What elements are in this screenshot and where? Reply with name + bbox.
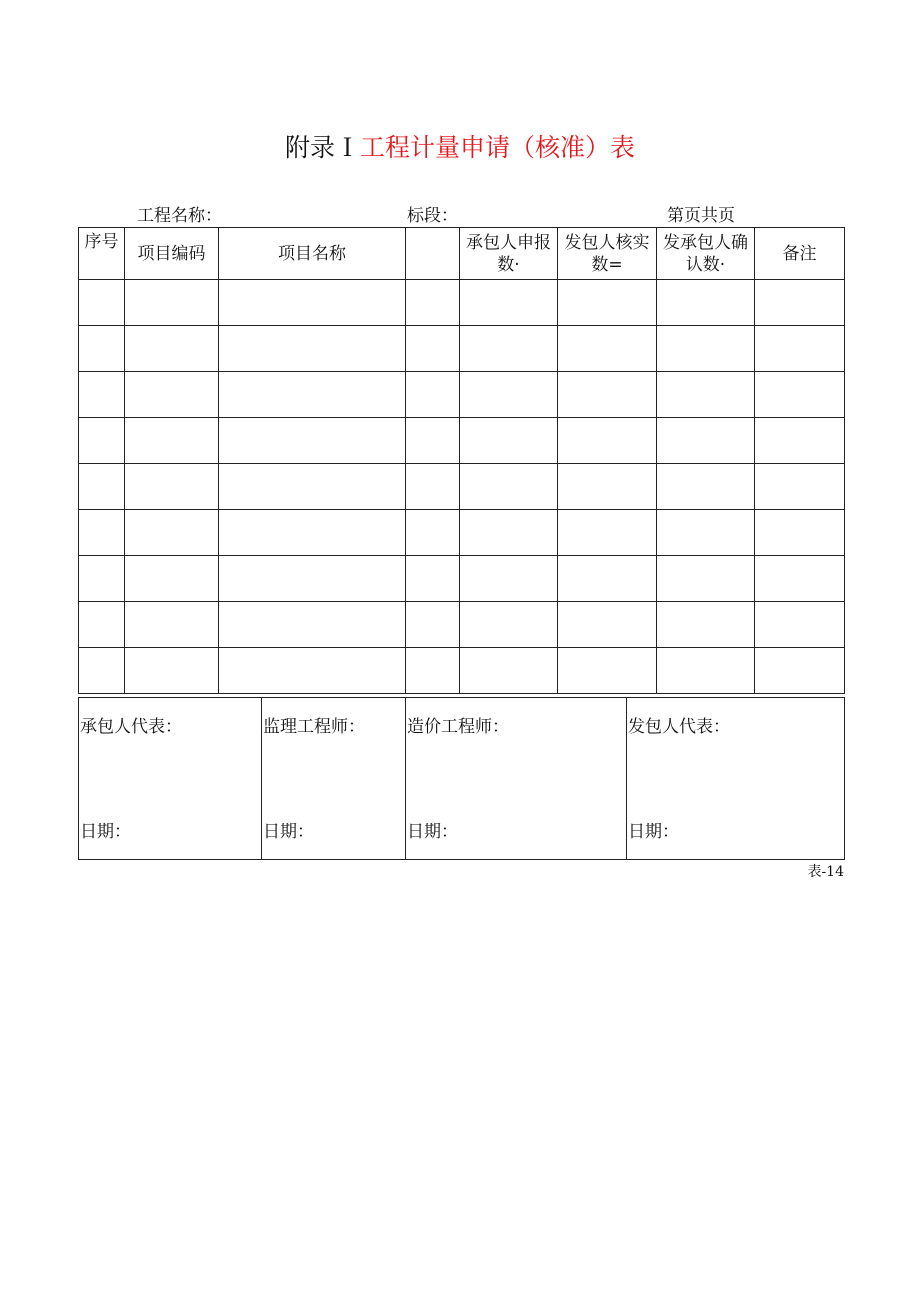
cell-confirmed[interactable] xyxy=(657,372,755,418)
employer-rep-label: 发包人代表： xyxy=(628,717,730,737)
cell-remarks[interactable] xyxy=(755,510,845,556)
cell-seq[interactable] xyxy=(79,280,125,326)
cell-employer-verify[interactable] xyxy=(558,602,657,648)
cost-engineer-label: 造价工程师： xyxy=(407,717,509,737)
header-item-code: 项目编码 xyxy=(125,228,219,280)
cell-item-name[interactable] xyxy=(219,556,406,602)
date-label: 日期： xyxy=(628,822,679,842)
header-contractor-claim-line1: 承包人申报 xyxy=(466,232,551,253)
header-contractor-claim-line2: 数· xyxy=(497,254,520,275)
cell-employer-verify[interactable] xyxy=(558,648,657,694)
contractor-rep-cell[interactable] xyxy=(79,698,262,860)
cell-contractor-claim[interactable] xyxy=(460,280,558,326)
cell-item-code[interactable] xyxy=(125,648,219,694)
cell-seq[interactable] xyxy=(79,602,125,648)
cell-remarks[interactable] xyxy=(755,556,845,602)
cell-item-code[interactable] xyxy=(125,372,219,418)
cell-seq[interactable] xyxy=(79,648,125,694)
table-row xyxy=(79,418,845,464)
cell-confirmed[interactable] xyxy=(657,326,755,372)
cell-item-code[interactable] xyxy=(125,326,219,372)
cell-contractor-claim[interactable] xyxy=(460,602,558,648)
cell-employer-verify[interactable] xyxy=(558,280,657,326)
cell-item-name[interactable] xyxy=(219,280,406,326)
cell-item-code[interactable] xyxy=(125,556,219,602)
table-row xyxy=(79,648,845,694)
cell-seq[interactable] xyxy=(79,326,125,372)
measurement-table xyxy=(78,227,845,694)
cell-contractor-claim[interactable] xyxy=(460,556,558,602)
cell-employer-verify[interactable] xyxy=(558,326,657,372)
page-label: 第页共页 xyxy=(667,206,735,226)
table-row xyxy=(79,280,845,326)
cell-seq[interactable] xyxy=(79,556,125,602)
cell-contractor-claim[interactable] xyxy=(460,648,558,694)
form-code: 表-14 xyxy=(807,864,844,880)
header-employer-verify xyxy=(558,228,657,280)
cell-contractor-claim[interactable] xyxy=(460,464,558,510)
header-remarks: 备注 xyxy=(755,228,845,280)
contractor-rep-label: 承包人代表： xyxy=(80,717,182,737)
header-confirmed xyxy=(657,228,755,280)
cell-remarks[interactable] xyxy=(755,326,845,372)
date-label: 日期： xyxy=(80,822,131,842)
table-row xyxy=(79,326,845,372)
cell-unit[interactable] xyxy=(406,648,460,694)
cell-confirmed[interactable] xyxy=(657,464,755,510)
cell-confirmed[interactable] xyxy=(657,602,755,648)
cell-item-name[interactable] xyxy=(219,648,406,694)
cell-contractor-claim[interactable] xyxy=(460,510,558,556)
table-row xyxy=(79,464,845,510)
cell-item-name[interactable] xyxy=(219,326,406,372)
project-name-label: 工程名称： xyxy=(137,206,222,226)
cell-seq[interactable] xyxy=(79,510,125,556)
cell-employer-verify[interactable] xyxy=(558,372,657,418)
cell-confirmed[interactable] xyxy=(657,648,755,694)
cell-item-code[interactable] xyxy=(125,464,219,510)
cell-unit[interactable] xyxy=(406,326,460,372)
section-label: 标段： xyxy=(407,206,458,226)
cell-seq[interactable] xyxy=(79,464,125,510)
header-confirmed-line2: 认数· xyxy=(685,254,726,275)
date-label: 日期： xyxy=(263,822,314,842)
cell-item-name[interactable] xyxy=(219,602,406,648)
cell-remarks[interactable] xyxy=(755,280,845,326)
header-unit xyxy=(406,228,460,280)
title-main: 工程计量申请（核准）表 xyxy=(360,133,636,162)
signature-table xyxy=(78,697,845,860)
cell-remarks[interactable] xyxy=(755,418,845,464)
table-row xyxy=(79,510,845,556)
cost-engineer-cell[interactable] xyxy=(406,698,627,860)
cell-item-code[interactable] xyxy=(125,602,219,648)
cell-item-code[interactable] xyxy=(125,280,219,326)
cell-employer-verify[interactable] xyxy=(558,418,657,464)
cell-employer-verify[interactable] xyxy=(558,464,657,510)
cell-unit[interactable] xyxy=(406,372,460,418)
table-body xyxy=(79,280,845,694)
cell-remarks[interactable] xyxy=(755,602,845,648)
cell-employer-verify[interactable] xyxy=(558,510,657,556)
header-employer-verify-line2: 数= xyxy=(591,254,623,275)
table-row xyxy=(79,372,845,418)
header-item-name: 项目名称 xyxy=(219,228,406,280)
cell-unit[interactable] xyxy=(406,418,460,464)
cell-remarks[interactable] xyxy=(755,372,845,418)
cell-contractor-claim[interactable] xyxy=(460,418,558,464)
cell-item-code[interactable] xyxy=(125,510,219,556)
cell-unit[interactable] xyxy=(406,280,460,326)
cell-unit[interactable] xyxy=(406,464,460,510)
header-seq: 序号 xyxy=(79,228,125,280)
title-prefix: 附录Ｉ xyxy=(284,133,360,162)
cell-confirmed[interactable] xyxy=(657,418,755,464)
cell-remarks[interactable] xyxy=(755,464,845,510)
cell-confirmed[interactable] xyxy=(657,510,755,556)
cell-unit[interactable] xyxy=(406,510,460,556)
cell-contractor-claim[interactable] xyxy=(460,326,558,372)
cell-employer-verify[interactable] xyxy=(558,556,657,602)
signature-row xyxy=(79,698,845,860)
cell-item-code[interactable] xyxy=(125,418,219,464)
cell-unit[interactable] xyxy=(406,602,460,648)
cell-seq[interactable] xyxy=(79,418,125,464)
employer-rep-cell[interactable] xyxy=(627,698,845,860)
supervisor-cell[interactable] xyxy=(262,698,406,860)
header-contractor-claim xyxy=(460,228,558,280)
supervisor-label: 监理工程师： xyxy=(263,717,365,737)
cell-item-name[interactable] xyxy=(219,372,406,418)
form-title xyxy=(0,128,920,164)
cell-unit[interactable] xyxy=(406,556,460,602)
cell-contractor-claim[interactable] xyxy=(460,372,558,418)
cell-confirmed[interactable] xyxy=(657,556,755,602)
cell-item-name[interactable] xyxy=(219,510,406,556)
table-row xyxy=(79,602,845,648)
header-employer-verify-line1: 发包人核实 xyxy=(564,232,650,253)
table-row xyxy=(79,556,845,602)
cell-seq[interactable] xyxy=(79,372,125,418)
cell-item-name[interactable] xyxy=(219,464,406,510)
cell-item-name[interactable] xyxy=(219,418,406,464)
header-confirmed-line1: 发承包人确 xyxy=(663,232,748,253)
table-header-row xyxy=(79,228,845,280)
cell-confirmed[interactable] xyxy=(657,280,755,326)
date-label: 日期： xyxy=(407,822,458,842)
cell-remarks[interactable] xyxy=(755,648,845,694)
